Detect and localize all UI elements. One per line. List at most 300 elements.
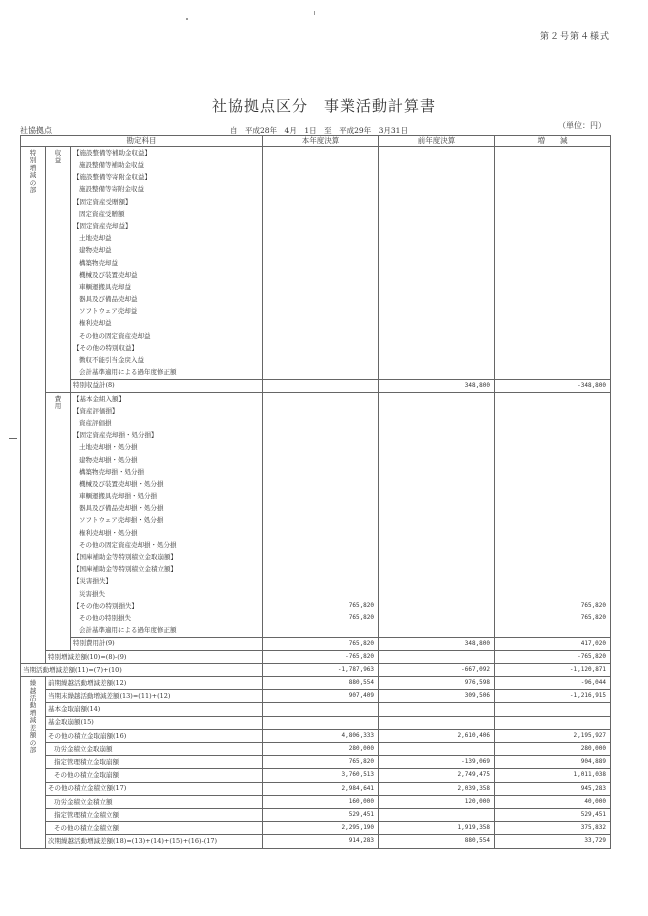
value-cell-previous xyxy=(379,650,495,663)
item-label: その他の積立金積立額(17) xyxy=(46,782,263,795)
table-row xyxy=(21,417,611,429)
item-label: 【その他の特別収益】 xyxy=(71,342,263,354)
table-row xyxy=(21,354,611,366)
value-cell-previous xyxy=(379,454,495,466)
value-cell-diff xyxy=(495,305,611,317)
value-cell-previous xyxy=(379,405,495,417)
expense-section-label xyxy=(46,392,71,650)
fiscal-period: 自 平成28年 4月 1日 至 平成29年 3月31日 xyxy=(230,126,408,135)
value-cell-diff: -1,216,915 xyxy=(495,690,611,703)
value-cell-current xyxy=(263,576,379,588)
value-cell-previous xyxy=(379,147,495,160)
item-label: 【国庫補助金等特別積立金積立額】 xyxy=(71,563,263,575)
table-row xyxy=(21,690,611,703)
value-cell-diff xyxy=(495,539,611,551)
subtotal-row xyxy=(21,637,611,650)
item-label: 【施設整備等補助金収益】 xyxy=(71,147,263,160)
value-cell-current: -765,820 xyxy=(263,650,379,663)
table-row xyxy=(21,502,611,514)
value-cell-previous xyxy=(379,159,495,171)
item-label: 建物売却益 xyxy=(71,245,263,257)
col-item: 勘定科目 xyxy=(21,136,263,147)
item-label: 特別費用計(9) xyxy=(71,637,263,650)
value-cell-diff xyxy=(495,563,611,575)
value-cell-previous xyxy=(379,269,495,281)
table-row xyxy=(21,478,611,490)
table-row xyxy=(21,293,611,305)
table-row xyxy=(21,257,611,269)
vertical-label-text: 費用 xyxy=(54,394,62,411)
item-label: その他の特別損失 xyxy=(71,612,263,624)
table-row xyxy=(21,716,611,729)
value-cell-previous xyxy=(379,612,495,624)
value-cell-diff xyxy=(495,527,611,539)
value-cell-diff xyxy=(495,184,611,196)
table-row xyxy=(21,366,611,379)
value-cell-current xyxy=(263,171,379,183)
value-cell-previous xyxy=(379,208,495,220)
value-cell-current xyxy=(263,454,379,466)
value-cell-previous xyxy=(379,245,495,257)
value-cell-current: 529,451 xyxy=(263,808,379,821)
value-cell-previous: 2,610,406 xyxy=(379,729,495,742)
value-cell-current xyxy=(263,588,379,600)
table-row xyxy=(21,454,611,466)
value-cell-diff xyxy=(495,392,611,405)
table-row xyxy=(21,563,611,575)
item-label: 会計基準適用による過年度修正額 xyxy=(71,366,263,379)
value-cell-diff: 33,729 xyxy=(495,835,611,848)
value-cell-previous xyxy=(379,539,495,551)
table-row xyxy=(21,171,611,183)
value-cell-previous: 120,000 xyxy=(379,795,495,808)
value-cell-previous xyxy=(379,232,495,244)
value-cell-previous xyxy=(379,600,495,612)
value-cell-previous xyxy=(379,392,495,405)
value-cell-diff xyxy=(495,159,611,171)
item-label: 施設整備等寄附金収益 xyxy=(71,184,263,196)
value-cell-previous: 976,598 xyxy=(379,677,495,690)
value-cell-previous xyxy=(379,466,495,478)
item-label: 当期活動増減差額(11)=(7)+(10) xyxy=(21,663,263,676)
item-label: 固定資産受贈額 xyxy=(71,208,263,220)
value-cell-current xyxy=(263,342,379,354)
table-row xyxy=(21,269,611,281)
value-cell-previous: 309,506 xyxy=(379,690,495,703)
value-cell-diff xyxy=(495,454,611,466)
value-cell-diff: -348,800 xyxy=(495,379,611,392)
value-cell-diff xyxy=(495,232,611,244)
value-cell-diff xyxy=(495,576,611,588)
statement-body xyxy=(21,147,611,849)
form-number: 第２号第４様式 xyxy=(539,32,610,42)
table-row xyxy=(21,612,611,624)
value-cell-diff: -96,044 xyxy=(495,677,611,690)
value-cell-previous: 1,919,358 xyxy=(379,822,495,835)
table-row xyxy=(21,281,611,293)
value-cell-previous xyxy=(379,515,495,527)
value-cell-current xyxy=(263,147,379,160)
item-label: 構築物売却益 xyxy=(71,257,263,269)
table-row xyxy=(21,245,611,257)
table-row xyxy=(21,342,611,354)
item-label: 車輌運搬具売却益 xyxy=(71,281,263,293)
item-label: その他の積立金取崩額(16) xyxy=(46,729,263,742)
table-row xyxy=(21,588,611,600)
value-cell-current xyxy=(263,466,379,478)
scan-speck xyxy=(186,18,188,20)
value-cell-current: 765,820 xyxy=(263,612,379,624)
table-row xyxy=(21,795,611,808)
item-label: 功労金積立金積立額 xyxy=(46,795,263,808)
value-cell-current xyxy=(263,379,379,392)
value-cell-previous xyxy=(379,220,495,232)
value-cell-diff: 2,195,927 xyxy=(495,729,611,742)
table-row xyxy=(21,405,611,417)
value-cell-previous xyxy=(379,342,495,354)
item-label: 当期末繰越活動増減差額(13)=(11)+(12) xyxy=(46,690,263,703)
item-label: 会計基準適用による過年度修正額 xyxy=(71,624,263,637)
value-cell-diff xyxy=(495,208,611,220)
table-row xyxy=(21,442,611,454)
value-cell-current: 3,760,513 xyxy=(263,769,379,782)
value-cell-current: 765,820 xyxy=(263,637,379,650)
item-label: 【基本金組入額】 xyxy=(71,392,263,405)
value-cell-previous xyxy=(379,293,495,305)
table-row xyxy=(21,330,611,342)
item-label: 器具及び備品売却損・処分損 xyxy=(71,502,263,514)
table-row xyxy=(21,305,611,317)
value-cell-diff xyxy=(495,716,611,729)
table-row xyxy=(21,576,611,588)
value-cell-current: 4,806,333 xyxy=(263,729,379,742)
value-cell-previous xyxy=(379,576,495,588)
value-cell-current xyxy=(263,429,379,441)
subtotal-row xyxy=(21,379,611,392)
value-cell-current xyxy=(263,624,379,637)
value-cell-current xyxy=(263,257,379,269)
value-cell-diff: 529,451 xyxy=(495,808,611,821)
item-label: ソフトウェア売却益 xyxy=(71,305,263,317)
item-label: 器具及び備品売却益 xyxy=(71,293,263,305)
value-cell-previous xyxy=(379,442,495,454)
value-cell-previous xyxy=(379,703,495,716)
value-cell-diff: 280,000 xyxy=(495,743,611,756)
margin-mark xyxy=(9,438,17,439)
value-cell-current: 880,554 xyxy=(263,677,379,690)
value-cell-diff xyxy=(495,269,611,281)
value-cell-previous xyxy=(379,281,495,293)
item-label: 資産評価損 xyxy=(71,417,263,429)
value-cell-current xyxy=(263,232,379,244)
value-cell-current xyxy=(263,220,379,232)
value-cell-current xyxy=(263,405,379,417)
value-cell-previous xyxy=(379,551,495,563)
col-diff: 増 減 xyxy=(495,136,611,147)
unit-label: （単位：円） xyxy=(558,121,606,130)
value-cell-diff: 945,283 xyxy=(495,782,611,795)
item-label: その他の固定資産売却益 xyxy=(71,330,263,342)
revenue-section-label xyxy=(46,147,71,393)
value-cell-previous xyxy=(379,354,495,366)
table-row xyxy=(21,232,611,244)
value-cell-current: 907,409 xyxy=(263,690,379,703)
table-row xyxy=(21,490,611,502)
table-row xyxy=(21,782,611,795)
value-cell-previous xyxy=(379,624,495,637)
value-cell-current xyxy=(263,703,379,716)
table-row xyxy=(21,677,611,690)
header-row xyxy=(21,136,611,147)
value-cell-previous xyxy=(379,330,495,342)
item-label: 車輌運搬具売却損・処分損 xyxy=(71,490,263,502)
item-label: 土地売却益 xyxy=(71,232,263,244)
value-cell-current xyxy=(263,184,379,196)
value-cell-current xyxy=(263,318,379,330)
item-label: 徴収不能引当金戻入益 xyxy=(71,354,263,366)
value-cell-diff: 765,820 xyxy=(495,612,611,624)
item-label: 功労金積立金取崩額 xyxy=(46,743,263,756)
item-label: その他の積立金積立額 xyxy=(46,822,263,835)
value-cell-previous xyxy=(379,184,495,196)
table-row xyxy=(21,220,611,232)
value-cell-diff xyxy=(495,490,611,502)
value-cell-diff xyxy=(495,342,611,354)
vertical-label-text: 繰越活動増減差額の部 xyxy=(29,679,37,755)
value-cell-current xyxy=(263,442,379,454)
value-cell-previous xyxy=(379,318,495,330)
table-row xyxy=(21,551,611,563)
vertical-label-text: 収益 xyxy=(54,149,62,165)
table-row xyxy=(21,429,611,441)
value-cell-diff xyxy=(495,196,611,208)
item-label: 権利売却損・処分損 xyxy=(71,527,263,539)
value-cell-current xyxy=(263,417,379,429)
col-current: 本年度決算 xyxy=(263,136,379,147)
item-label: 【固定資産受贈額】 xyxy=(71,196,263,208)
value-cell-diff: 40,000 xyxy=(495,795,611,808)
table-row xyxy=(21,208,611,220)
value-cell-current xyxy=(263,208,379,220)
total-row xyxy=(21,663,611,676)
activity-statement-table xyxy=(20,135,611,849)
value-cell-current xyxy=(263,366,379,379)
value-cell-current xyxy=(263,392,379,405)
value-cell-current: 160,000 xyxy=(263,795,379,808)
value-cell-previous xyxy=(379,366,495,379)
value-cell-previous: 2,039,358 xyxy=(379,782,495,795)
value-cell-previous: -139,069 xyxy=(379,756,495,769)
value-cell-diff: -1,120,871 xyxy=(495,663,611,676)
value-cell-diff xyxy=(495,442,611,454)
value-cell-previous: 348,800 xyxy=(379,379,495,392)
corp-name: 社協拠点 xyxy=(20,126,52,135)
item-label: 構築物売却損・処分損 xyxy=(71,466,263,478)
value-cell-previous: -667,092 xyxy=(379,663,495,676)
value-cell-current xyxy=(263,196,379,208)
table-row xyxy=(21,600,611,612)
value-cell-current: 765,820 xyxy=(263,756,379,769)
item-label: 【固定資産売却益】 xyxy=(71,220,263,232)
value-cell-previous: 348,800 xyxy=(379,637,495,650)
table-row xyxy=(21,729,611,742)
item-label: 【国庫補助金等特別積立金取崩額】 xyxy=(71,551,263,563)
value-cell-current xyxy=(263,551,379,563)
value-cell-diff: 417,020 xyxy=(495,637,611,650)
table-row xyxy=(21,392,611,405)
value-cell-current xyxy=(263,330,379,342)
table-row xyxy=(21,318,611,330)
value-cell-current xyxy=(263,502,379,514)
value-cell-diff xyxy=(495,220,611,232)
value-cell-diff: 765,820 xyxy=(495,600,611,612)
table-row xyxy=(21,527,611,539)
item-label: 指定管理積立金積立額 xyxy=(46,808,263,821)
value-cell-previous: 880,554 xyxy=(379,835,495,848)
value-cell-previous xyxy=(379,196,495,208)
table-row xyxy=(21,808,611,821)
item-label: 【施設整備等寄附金収益】 xyxy=(71,171,263,183)
value-cell-diff xyxy=(495,515,611,527)
value-cell-diff xyxy=(495,245,611,257)
table-row xyxy=(21,835,611,848)
value-cell-diff xyxy=(495,502,611,514)
value-cell-previous: 2,749,475 xyxy=(379,769,495,782)
value-cell-diff xyxy=(495,257,611,269)
value-cell-diff xyxy=(495,417,611,429)
item-label: その他の固定資産売却損・処分損 xyxy=(71,539,263,551)
value-cell-diff xyxy=(495,354,611,366)
document-title: 社協拠点区分 事業活動計算書 xyxy=(211,97,436,115)
value-cell-previous xyxy=(379,588,495,600)
table-row xyxy=(21,822,611,835)
value-cell-diff xyxy=(495,429,611,441)
value-cell-diff xyxy=(495,624,611,637)
item-label: 【その他の特別損失】 xyxy=(71,600,263,612)
value-cell-diff xyxy=(495,703,611,716)
value-cell-current xyxy=(263,245,379,257)
value-cell-diff xyxy=(495,366,611,379)
value-cell-diff: 904,889 xyxy=(495,756,611,769)
value-cell-diff: 375,832 xyxy=(495,822,611,835)
value-cell-diff xyxy=(495,330,611,342)
value-cell-current xyxy=(263,490,379,502)
value-cell-previous xyxy=(379,808,495,821)
item-label: 【災害損失】 xyxy=(71,576,263,588)
item-label: 権利売却益 xyxy=(71,318,263,330)
value-cell-diff xyxy=(495,293,611,305)
value-cell-diff xyxy=(495,405,611,417)
value-cell-current xyxy=(263,716,379,729)
item-label: 機械及び装置売却損・処分損 xyxy=(71,478,263,490)
value-cell-previous xyxy=(379,563,495,575)
value-cell-current: 2,295,190 xyxy=(263,822,379,835)
table-row xyxy=(21,159,611,171)
value-cell-current xyxy=(263,293,379,305)
col-previous: 前年度決算 xyxy=(379,136,495,147)
fund-section-label xyxy=(21,677,46,848)
value-cell-previous xyxy=(379,743,495,756)
value-cell-current: 280,000 xyxy=(263,743,379,756)
item-label: 土地売却損・処分損 xyxy=(71,442,263,454)
value-cell-current xyxy=(263,305,379,317)
item-label: 特別収益計(8) xyxy=(71,379,263,392)
value-cell-diff xyxy=(495,171,611,183)
table-row xyxy=(21,743,611,756)
value-cell-current: 765,820 xyxy=(263,600,379,612)
value-cell-previous xyxy=(379,417,495,429)
table-row xyxy=(21,147,611,160)
item-label: 施設整備等補助金収益 xyxy=(71,159,263,171)
item-label: その他の積立金取崩額 xyxy=(46,769,263,782)
scan-speck xyxy=(314,11,315,15)
value-cell-previous xyxy=(379,429,495,441)
value-cell-diff: 1,011,038 xyxy=(495,769,611,782)
value-cell-diff xyxy=(495,147,611,160)
value-cell-current xyxy=(263,515,379,527)
item-label: 災害損失 xyxy=(71,588,263,600)
table-row xyxy=(21,624,611,637)
value-cell-previous xyxy=(379,171,495,183)
value-cell-diff xyxy=(495,318,611,330)
value-cell-current xyxy=(263,159,379,171)
value-cell-previous xyxy=(379,305,495,317)
value-cell-current xyxy=(263,563,379,575)
value-cell-previous xyxy=(379,716,495,729)
value-cell-current xyxy=(263,478,379,490)
item-label: 指定管理積立金取崩額 xyxy=(46,756,263,769)
item-label: 基金取崩額(15) xyxy=(46,716,263,729)
value-cell-diff xyxy=(495,478,611,490)
value-cell-previous xyxy=(379,257,495,269)
special-section-label xyxy=(21,147,46,664)
value-cell-current: -1,787,963 xyxy=(263,663,379,676)
item-label: ソフトウェア売却損・処分損 xyxy=(71,515,263,527)
value-cell-current xyxy=(263,281,379,293)
item-label: 【固定資産売却損・処分損】 xyxy=(71,429,263,441)
value-cell-current xyxy=(263,354,379,366)
table-row xyxy=(21,756,611,769)
item-label: 建物売却損・処分損 xyxy=(71,454,263,466)
table-row xyxy=(21,196,611,208)
value-cell-diff xyxy=(495,281,611,293)
item-label: 機械及び装置売却益 xyxy=(71,269,263,281)
value-cell-current xyxy=(263,527,379,539)
item-label: 前期繰越活動増減差額(12) xyxy=(46,677,263,690)
value-cell-diff xyxy=(495,551,611,563)
vertical-label-text: 特別増減の部 xyxy=(29,149,37,195)
value-cell-diff: -765,820 xyxy=(495,650,611,663)
value-cell-diff xyxy=(495,588,611,600)
value-cell-current xyxy=(263,269,379,281)
table-row xyxy=(21,184,611,196)
value-cell-previous xyxy=(379,527,495,539)
total-row xyxy=(21,650,611,663)
table-row xyxy=(21,539,611,551)
table-row xyxy=(21,769,611,782)
table-row xyxy=(21,515,611,527)
table-row xyxy=(21,703,611,716)
value-cell-previous xyxy=(379,490,495,502)
value-cell-previous xyxy=(379,502,495,514)
item-label: 次期繰越活動増減差額(18)=(13)+(14)+(15)+(16)-(17) xyxy=(46,835,263,848)
value-cell-diff xyxy=(495,466,611,478)
item-label: 基本金取崩額(14) xyxy=(46,703,263,716)
value-cell-current: 914,283 xyxy=(263,835,379,848)
value-cell-previous xyxy=(379,478,495,490)
table-row xyxy=(21,466,611,478)
value-cell-current: 2,984,641 xyxy=(263,782,379,795)
